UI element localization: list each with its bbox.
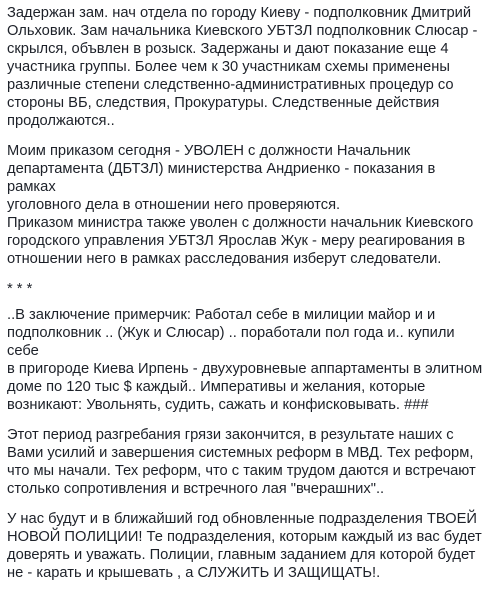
post-paragraph-example: ..В заключение примерчик: Работал себе в милиции майор и и подполковник .. (Жук и Слюсар) .. поработали пол года и.. купили себе в пригороде Киева Ирпень - двухуровневые аппартаменты в элитном доме по 120 тыс $ каждый.. Императивы и желания, которые возникают: Увольнять, судить, сажать и конфисковывать. ### [7,307,483,413]
post-paragraph-dismissals: Моим приказом сегодня - УВОЛЕН с должности Начальник департамента (ДБТЗЛ) министерства Андриенко - показания в рамках уголовного дела в отношении него проверяются. Приказом министра также уволен с должности начальник Киевского городского управления УБТЗЛ Ярослав Жук - меру реагирования в отношении него в рамках расследования изберут следователи. [7,143,474,267]
post-paragraph-new-police: У нас будут и в ближайший год обновленные подразделения ТВОЕЙ НОВОЙ ПОЛИЦИИ! Те подразделения, которым каждый из вас будет доверять и уважать. Полиции, главным заданием для которой будет не - карать и крышевать , а СЛУЖИТЬ И ЗАЩИЩАТЬ!. [7,511,482,581]
post-paragraph-reforms: Этот период разгребания грязи закончится, в результате наших с Вами усилий и завершения системных реформ в МВД. Тех реформ, что мы начали. Тех реформ, что с таким трудом даются и встречают столько сопротивления и встречного лая "вчерашних".. [7,427,476,497]
post-paragraph-arrests: Задержан зам. нач отдела по городу Киеву - подполковник Дмитрий Ольховик. Зам начальника Киевского УБТЗЛ подполковник Слюсар - скрылся, объвлен в розыск. Задержаны и дают показание еще 4 участника группы. Более чем к 30 участникам схемы применены различные степени следственно-административных процедур со стороны ВБ, следствия, Прокуратуры. Следственные действия продолжаются.. [7,5,478,129]
post-body [7,4,487,594]
post-separator: * * * [7,281,33,297]
